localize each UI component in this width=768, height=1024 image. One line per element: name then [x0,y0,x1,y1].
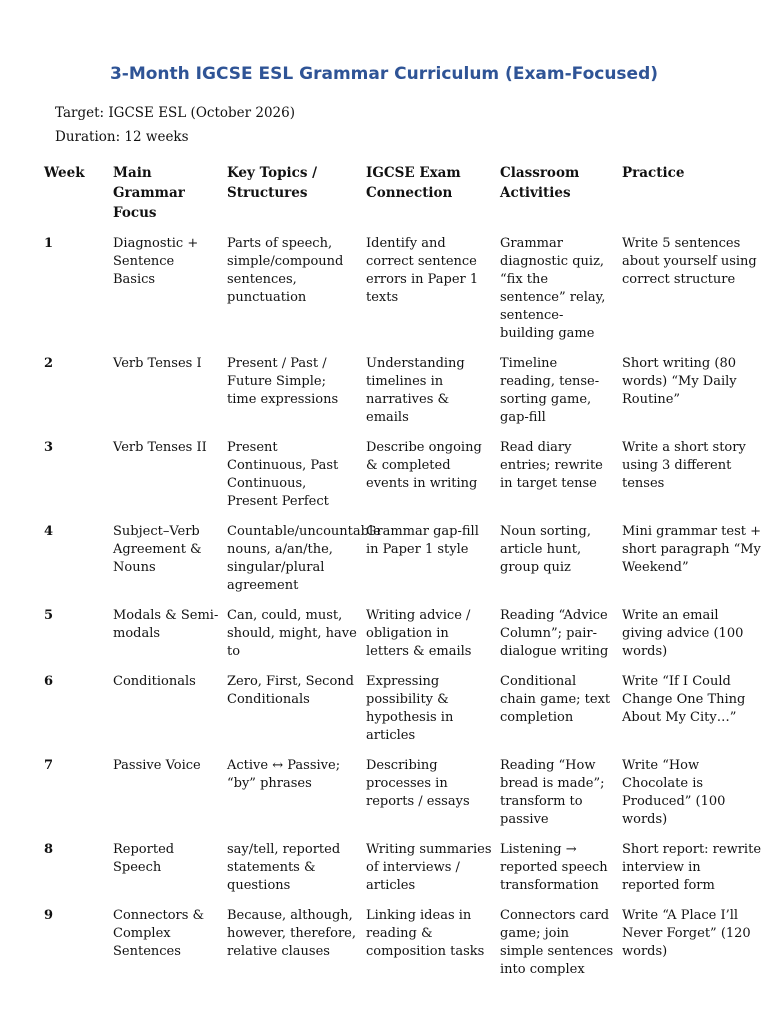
grammar-focus-cell: Verb Tenses I [113,356,202,371]
table-row [40,841,766,907]
table-header-row [40,163,766,235]
exam-connection-cell: Expressing possibility & hypothesis in articles [366,674,454,743]
activities-cell: Noun sorting, article hunt, group quiz [500,524,591,575]
exam-connection-cell: Describing processes in reports / essays [366,758,470,809]
key-topics-cell: Present / Past / Future Simple; time expressions [227,356,339,407]
duration-line: Duration: 12 weeks [55,129,189,145]
header-key-topics: Key Topics / Structures [227,165,318,201]
practice-cell: Write a short story using 3 different tenses [622,440,746,491]
key-topics-cell: Zero, First, Second Conditionals [227,674,354,707]
table-row [40,757,766,841]
header-main-grammar-focus: Main Grammar Focus [113,165,185,221]
exam-connection-cell: Writing summaries of interviews / articles [366,842,492,893]
week-cell: 6 [44,674,54,689]
activities-cell: Listening → reported speech transformation [500,842,608,893]
key-topics-cell: Countable/uncountable nouns, a/an/the, singular/plural agreement [227,524,381,593]
week-cell: 2 [44,356,54,371]
grammar-focus-cell: Reported Speech [113,842,175,875]
key-topics-cell: say/tell, reported statements & questions [227,842,341,893]
activities-cell: Timeline reading, tense-sorting game, gap-fill [500,356,600,425]
practice-cell: Write an email giving advice (100 words) [622,608,744,659]
practice-cell: Write “If I Could Change One Thing About My City…” [622,674,746,725]
key-topics-cell: Active ↔ Passive; “by” phrases [227,758,341,791]
week-cell: 8 [44,842,54,857]
activities-cell: Grammar diagnostic quiz, “fix the sentence” relay, sentence-building game [500,236,606,341]
key-topics-cell: Because, although, however, therefore, relative clauses [227,908,356,959]
key-topics-cell: Parts of speech, simple/compound sentences, punctuation [227,236,344,305]
table-row [40,907,766,991]
week-cell: 7 [44,758,54,773]
grammar-focus-cell: Conditionals [113,674,196,689]
week-cell: 1 [44,236,54,251]
week-cell: 5 [44,608,54,623]
exam-connection-cell: Writing advice / obligation in letters & emails [366,608,472,659]
grammar-focus-cell: Verb Tenses II [113,440,207,455]
week-cell: 3 [44,440,54,455]
header-week: Week [44,165,85,181]
table-row [40,523,766,607]
activities-cell: Reading “How bread is made”; transform to passive [500,758,605,827]
key-topics-cell: Present Continuous, Past Continuous, Present Perfect [227,440,339,509]
exam-connection-cell: Describe ongoing & completed events in writing [366,440,482,491]
document-title: 3-Month IGCSE ESL Grammar Curriculum (Exam-Focused) [109,64,659,84]
practice-cell: Write “How Chocolate is Produced” (100 words) [622,758,726,827]
week-cell: 4 [44,524,54,539]
header-classroom-activities: Classroom Activities [500,165,580,201]
grammar-focus-cell: Subject–Verb Agreement & Nouns [113,524,202,575]
exam-connection-cell: Linking ideas in reading & composition tasks [366,908,485,959]
table-row [40,355,766,439]
activities-cell: Read diary entries; rewrite in target tense [500,440,603,491]
practice-cell: Write “A Place I’ll Never Forget” (120 words) [622,908,751,959]
practice-cell: Write 5 sentences about yourself using correct structure [622,236,757,287]
practice-cell: Mini grammar test + short paragraph “My Weekend” [622,524,762,575]
table-row [40,439,766,523]
grammar-focus-cell: Connectors & Complex Sentences [113,908,205,959]
grammar-focus-cell: Passive Voice [113,758,201,773]
table-row [40,673,766,757]
exam-connection-cell: Identify and correct sentence errors in Paper 1 texts [366,236,479,305]
exam-connection-cell: Understanding timelines in narratives & emails [366,356,465,425]
practice-cell: Short report: rewrite interview in reported form [622,842,762,893]
activities-cell: Connectors card game; join simple sentences into complex [500,908,614,977]
activities-cell: Reading “Advice Column”; pair-dialogue writing [500,608,609,659]
practice-cell: Short writing (80 words) “My Daily Routine” [622,356,737,407]
table-row [40,235,766,355]
header-exam-connection: IGCSE Exam Connection [366,165,461,201]
grammar-focus-cell: Diagnostic + Sentence Basics [113,236,199,287]
target-line: Target: IGCSE ESL (October 2026) [55,105,296,121]
key-topics-cell: Can, could, must, should, might, have to [227,608,357,659]
grammar-focus-cell: Modals & Semi-modals [113,608,219,641]
exam-connection-cell: Grammar gap-fill in Paper 1 style [366,524,479,557]
header-practice: Practice [622,165,685,181]
curriculum-table [40,163,766,991]
week-cell: 9 [44,908,54,923]
table-row [40,607,766,673]
activities-cell: Conditional chain game; text completion [500,674,611,725]
